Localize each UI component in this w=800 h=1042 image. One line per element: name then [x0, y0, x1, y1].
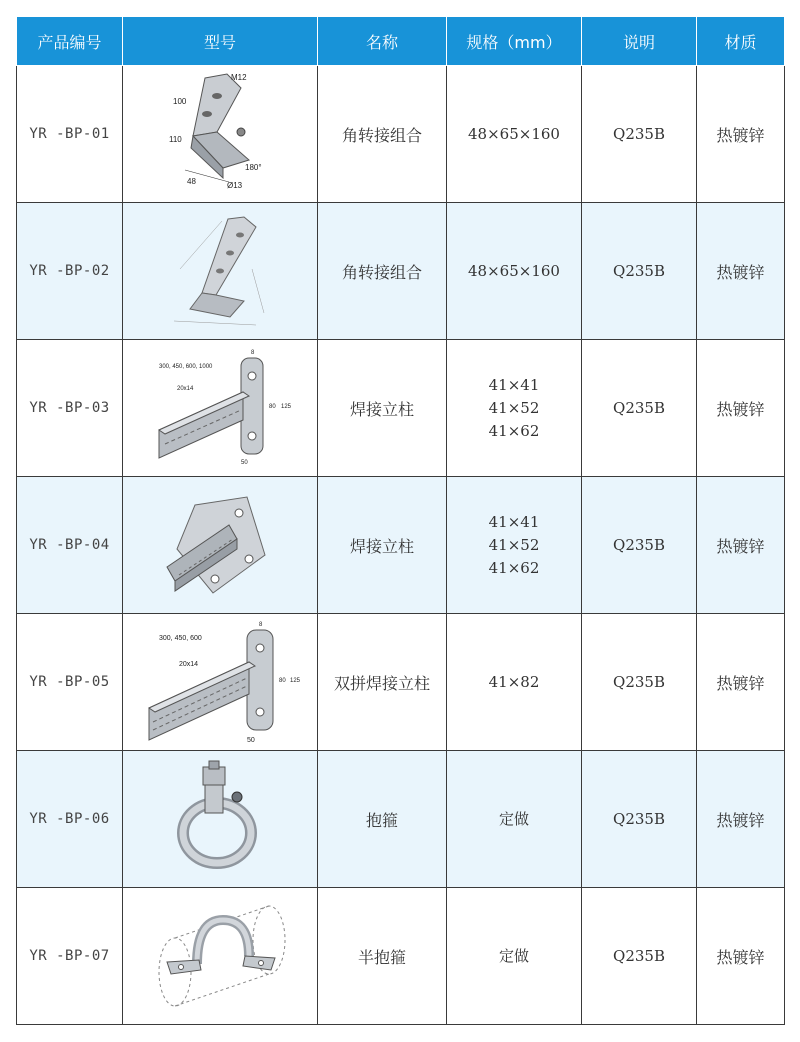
- product-image-cell: [123, 203, 318, 340]
- product-material: 热镀锌: [697, 66, 785, 203]
- product-material: 热镀锌: [697, 751, 785, 888]
- table-row: [17, 614, 785, 751]
- double-welded-post-image: [135, 618, 305, 746]
- product-note: Q235B: [582, 203, 697, 340]
- svg-text:180°: 180°: [245, 163, 262, 172]
- product-code: YR -BP-03: [17, 340, 123, 477]
- product-spec-table: [16, 16, 785, 1025]
- product-spec: 41×41 41×52 41×62: [447, 477, 582, 614]
- table-row: [17, 477, 785, 614]
- svg-text:110: 110: [169, 135, 182, 144]
- product-code: YR -BP-06: [17, 751, 123, 888]
- product-material: 热镀锌: [697, 888, 785, 1025]
- product-material: 热镀锌: [697, 477, 785, 614]
- product-spec: 41×41 41×52 41×62: [447, 340, 582, 477]
- product-name: 焊接立柱: [318, 340, 447, 477]
- svg-text:80: 80: [279, 678, 286, 684]
- product-note: Q235B: [582, 66, 697, 203]
- product-name: 角转接组合: [318, 66, 447, 203]
- product-spec: 41×82: [447, 614, 582, 751]
- welded-post-angled-image: [155, 483, 285, 607]
- header-note: 说明: [582, 17, 697, 66]
- corner-bracket-image: [165, 70, 275, 198]
- product-note: Q235B: [582, 614, 697, 751]
- header-model: 型号: [123, 17, 318, 66]
- product-image-cell: [123, 477, 318, 614]
- svg-text:125: 125: [290, 678, 301, 684]
- product-note: Q235B: [582, 340, 697, 477]
- product-spec: 48×65×160: [447, 66, 582, 203]
- svg-text:80: 80: [269, 404, 276, 410]
- product-material: 热镀锌: [697, 203, 785, 340]
- table-row: [17, 203, 785, 340]
- svg-text:M12: M12: [231, 73, 247, 82]
- svg-text:300, 450, 600: 300, 450, 600: [159, 635, 202, 642]
- product-code: YR -BP-05: [17, 614, 123, 751]
- product-code: YR -BP-04: [17, 477, 123, 614]
- product-code: YR -BP-07: [17, 888, 123, 1025]
- header-spec: 规格（mm）: [447, 17, 582, 66]
- product-name: 焊接立柱: [318, 477, 447, 614]
- product-material: 热镀锌: [697, 614, 785, 751]
- product-image-cell: [123, 751, 318, 888]
- svg-text:20x14: 20x14: [177, 386, 194, 392]
- product-name: 抱箍: [318, 751, 447, 888]
- product-name: 双拼焊接立柱: [318, 614, 447, 751]
- table-row: [17, 66, 785, 203]
- product-image-cell: [123, 66, 318, 203]
- svg-text:300, 450, 600, 1000: 300, 450, 600, 1000: [159, 364, 213, 370]
- product-note: Q235B: [582, 888, 697, 1025]
- table-row: [17, 751, 785, 888]
- product-spec: 48×65×160: [447, 203, 582, 340]
- welded-post-image: [145, 346, 295, 470]
- header-row: [17, 17, 785, 66]
- product-code: YR -BP-01: [17, 66, 123, 203]
- svg-text:48: 48: [187, 177, 196, 186]
- header-product-code: 产品编号: [17, 17, 123, 66]
- product-code: YR -BP-02: [17, 203, 123, 340]
- svg-text:100: 100: [173, 97, 187, 106]
- svg-text:8: 8: [251, 350, 255, 356]
- svg-text:Ø13: Ø13: [227, 181, 243, 190]
- product-image-cell: [123, 340, 318, 477]
- svg-text:8: 8: [259, 622, 263, 628]
- product-name: 角转接组合: [318, 203, 447, 340]
- table-row: [17, 888, 785, 1025]
- product-material: 热镀锌: [697, 340, 785, 477]
- svg-text:125: 125: [281, 404, 292, 410]
- product-spec: 定做: [447, 888, 582, 1025]
- svg-text:50: 50: [247, 737, 255, 744]
- product-spec: 定做: [447, 751, 582, 888]
- svg-text:20x14: 20x14: [179, 661, 199, 668]
- pipe-clamp-image: [165, 757, 275, 881]
- product-image-cell: [123, 888, 318, 1025]
- table-row: [17, 340, 785, 477]
- corner-bracket-angled-image: [160, 209, 280, 333]
- product-note: Q235B: [582, 477, 697, 614]
- header-material: 材质: [697, 17, 785, 66]
- product-image-cell: [123, 614, 318, 751]
- product-name: 半抱箍: [318, 888, 447, 1025]
- svg-text:50: 50: [241, 460, 248, 466]
- product-note: Q235B: [582, 751, 697, 888]
- header-name: 名称: [318, 17, 447, 66]
- half-pipe-clamp-image: [145, 894, 295, 1018]
